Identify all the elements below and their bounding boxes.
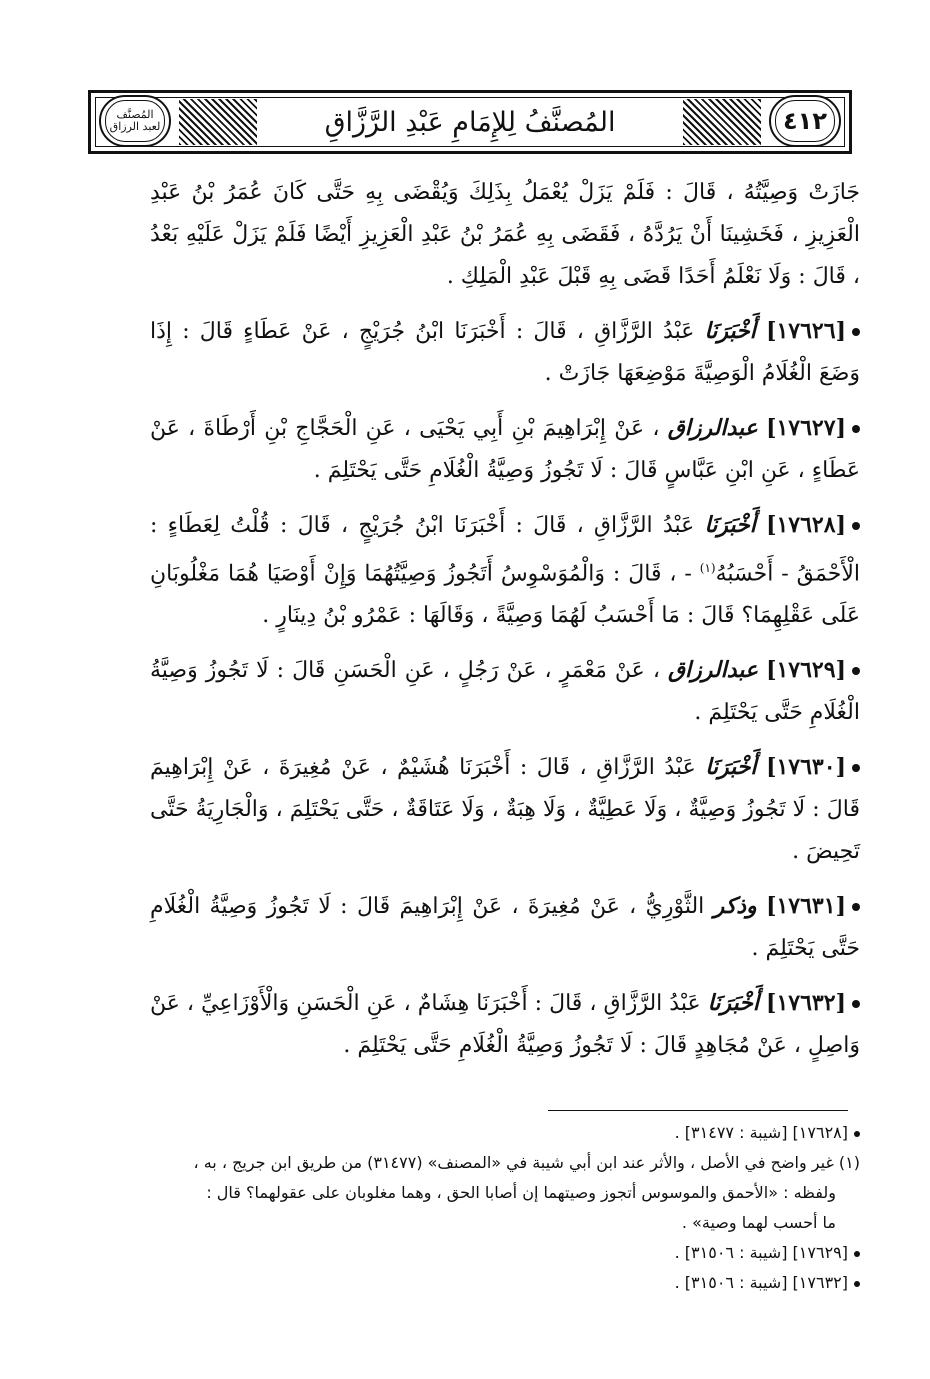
bullet-icon — [854, 1251, 860, 1257]
bullet-icon — [852, 1000, 860, 1008]
hadith-text-part-a: عَبْدُ الرَّزَّاقِ ، قَالَ : أَخْبَرَنَا ابْنُ جُرَيْجٍ ، قَالَ : قُلْتُ لِعَطَاءٍ : الْأَحْمَقُ - أَحْسَبُهُ — [150, 513, 860, 587]
footnote-xref-17632: [١٧٦٣٢] [شيبة : ٣١٥٠٦] . — [70, 1268, 860, 1298]
hadith-17631 — [150, 885, 860, 970]
bullet-icon — [854, 1281, 860, 1287]
hadith-17629 — [150, 649, 860, 734]
header-ornament-left — [179, 99, 257, 145]
hadith-narrator: وذكر — [713, 893, 757, 920]
hadith-ref: [١٧٦٢٦] — [766, 318, 846, 344]
book-seal-logo — [99, 95, 171, 147]
bullet-icon — [852, 328, 860, 336]
hadith-ref: [١٧٦٢٨] — [766, 512, 846, 538]
hadith-ref: [١٧٦٣٠] — [766, 754, 846, 781]
hadith-text: الثَّوْرِيُّ ، عَنْ مُغِيرَةَ ، عَنْ إِبْرَاهِيمَ قَالَ : لَا تَجُوزُ وَصِيَّةُ الْغُلَامِ حَتَّى يَحْتَلِمَ . — [150, 894, 860, 962]
footnote-xref-17628: [١٧٦٢٨] [شيبة : ٣١٤٧٧] . — [70, 1118, 860, 1148]
hadith-17632 — [150, 982, 860, 1067]
hadith-ref: [١٧٦٣٢] — [766, 990, 846, 1017]
hadith-narrator: أَخْبَرَنَا — [704, 512, 756, 538]
hadith-17626 — [150, 310, 860, 395]
continuation-paragraph: جَازَتْ وَصِيَّتُهُ ، قَالَ : فَلَمْ يَزَلْ يُعْمَلُ بِذَلِكَ وَيُقْضَى بِهِ حَتَّى كَانَ عُمَرُ بْنُ عَبْدِ الْعَزِيزِ ، فَخَشِينَا أَنْ يَرُدَّهُ ، فَقَضَى بِهِ عُمَرُ بْنُ عَبْدِ الْعَزِيزِ أَيْضًا فَلَمْ يَزَلْ عَلَيْهِ بَعْدُ ، قَالَ : وَلَا نَعْلَمُ أَحَدًا قَضَى بِهِ قَبْلَ عَبْدِ الْمَلِكِ . — [150, 180, 860, 289]
page-number-cartouche — [769, 95, 841, 147]
hadith-narrator: عبدالرزاق — [667, 415, 758, 441]
hadith-narrator: أَخْبَرَنَا — [705, 754, 757, 781]
bullet-icon — [852, 903, 860, 911]
footnote-1-line-3: ما أحسب لهما وصية» . — [681, 1213, 836, 1232]
hadith-text: ، عَنْ إِبْرَاهِيمَ بْنِ أَبِي يَحْيَى ، عَنِ الْحَجَّاجِ بْنِ أَرْطَاةَ ، عَنْ عَطَاءٍ ، عَنِ ابْنِ عَبَّاسٍ قَالَ : لَا تَجُوزُ وَصِيَّةُ الْغُلَامِ حَتَّى يَحْتَلِمَ . — [150, 416, 860, 483]
hadith-ref: [١٧٦٢٧] — [766, 415, 846, 441]
bullet-icon — [852, 667, 860, 675]
footnote-xref-17629: [١٧٦٢٩] [شيبة : ٣١٥٠٦] . — [70, 1238, 860, 1268]
header-ornament-right — [683, 99, 761, 145]
hadith-narrator: أَخْبَرَنَا — [704, 318, 756, 344]
hadith-narrator: عبدالرزاق — [667, 657, 759, 684]
page-header — [88, 90, 852, 154]
footnote-marker[interactable]: (١) — [699, 561, 716, 575]
hadith-text: ، عَنْ مَعْمَرٍ ، عَنْ رَجُلٍ ، عَنِ الْحَسَنِ قَالَ : لَا تَجُوزُ وَصِيَّةُ الْغُلَامِ حَتَّى يَحْتَلِمَ . — [150, 658, 860, 726]
bullet-icon — [852, 764, 860, 772]
running-title: المُصنَّفُ لِلإِمَامِ عَبْدِ الرَّزَّاقِ — [271, 99, 669, 145]
hadith-17630 — [150, 746, 860, 873]
bullet-icon — [854, 1131, 860, 1137]
hadith-ref: [١٧٦٢٩] — [766, 657, 846, 684]
footnote-1-line-2: ولفظه : «الأحمق والموسوس أتجوز وصيتهما إن أصابا الحق ، وهما مغلوبان على عقولهما؟ قال : — [206, 1183, 836, 1202]
hadith-ref: [١٧٦٣١] — [766, 893, 846, 920]
hadith-text-part-b: - ، قَالَ : وَالْمُوَسْوِسُ أَتَجُوزُ وَصِيَّتُهُمَا وَإِنْ أَوْصَيَا هُمَا مَغْلُوبَانِ عَلَى عَقْلِهِمَا؟ قَالَ : مَا أَحْسَبُ لَهُمَا وَصِيَّةً ، وَقَالَهَا : عَمْرُو بْنُ دِينَارٍ . — [150, 561, 860, 629]
hadith-text: عَبْدُ الرَّزَّاقِ ، قَالَ : أَخْبَرَنَا هُشَيْمٌ ، عَنْ مُغِيرَةَ ، عَنْ إِبْرَاهِيمَ قَالَ : لَا تَجُوزُ وَصِيَّةٌ ، وَلَا عَطِيَّةٌ ، وَلَا هِبَةٌ ، وَلَا عَتَاقَةٌ ، حَتَّى يَحْتَلِمَ ، وَالْجَارِيَةُ حَتَّى تَحِيضَ . — [150, 755, 860, 865]
footnote-separator — [548, 1110, 848, 1111]
main-text — [150, 172, 860, 1079]
hadith-narrator: أَخْبَرَنَا — [707, 990, 759, 1017]
footnote-1-line-1: (١) غير واضح في الأصل ، والأثر عند ابن أبي شيبة في «المصنف» (٣١٤٧٧) من طريق ابن جريج ، به ، — [193, 1153, 860, 1172]
hadith-17628 — [150, 504, 860, 637]
footnotes — [70, 1118, 860, 1298]
hadith-text: عَبْدُ الرَّزَّاقِ ، قَالَ : أَخْبَرَنَا هِشَامٌ ، عَنِ الْحَسَنِ وَالْأَوْزَاعِيِّ ، عَنْ وَاصِلٍ ، عَنْ مُجَاهِدٍ قَالَ : لَا تَجُوزُ وَصِيَّةُ الْغُلَامِ حَتَّى يَحْتَلِمَ . — [150, 991, 860, 1059]
hadith-17627 — [150, 407, 860, 492]
book-seal-text: المُصنَّف لعبد الرزاق — [105, 100, 165, 142]
hadith-text: عَبْدُ الرَّزَّاقِ ، قَالَ : أَخْبَرَنَا ابْنُ جُرَيْجٍ ، عَنْ عَطَاءٍ قَالَ : إِذَا وَضَعَ الْغُلَامُ الْوَصِيَّةَ مَوْضِعَهَا جَازَتْ . — [150, 319, 860, 386]
bullet-icon — [852, 522, 860, 530]
bullet-icon — [852, 425, 860, 433]
page-number: ٤١٢ — [783, 106, 827, 135]
